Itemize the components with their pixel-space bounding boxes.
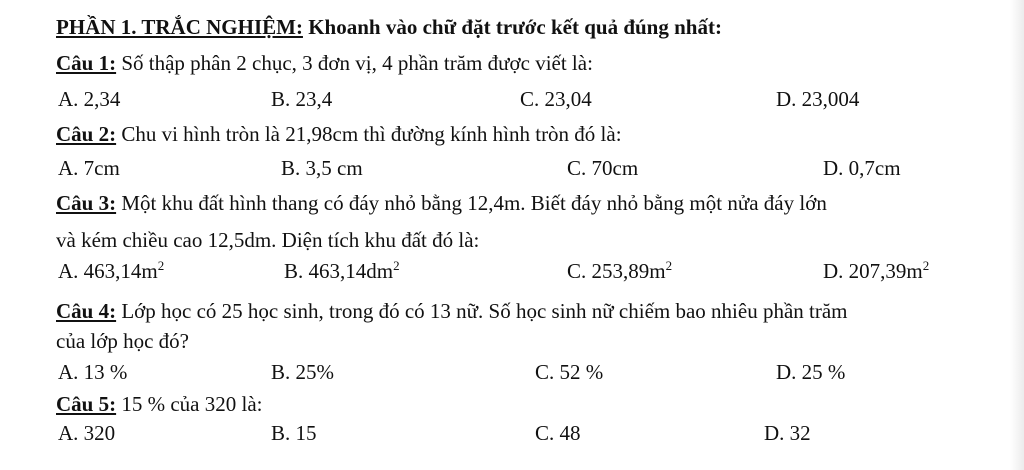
option-text: C. 253,89m (567, 259, 666, 283)
q5-option-c[interactable]: C. 48 (535, 421, 581, 445)
question-label: Câu 1: (56, 51, 117, 75)
question-text: Chu vi hình tròn là 21,98cm thì đường kính hình tròn đó là: (116, 122, 622, 146)
q1-option-b[interactable]: B. 23,4 (271, 87, 333, 111)
question-5 (56, 391, 262, 417)
option-text: B. 463,14dm (284, 259, 394, 283)
q5-option-a[interactable]: A. 320 (58, 421, 116, 445)
question-4 (56, 298, 848, 324)
question-text: Lớp học có 25 học sinh, trong đó có 13 nữ. Số học sinh nữ chiếm bao nhiêu phần trăm (116, 299, 848, 323)
question-label: Câu 3: (56, 191, 117, 215)
q4-option-d[interactable]: D. 25 % (776, 360, 846, 384)
question-2 (56, 121, 622, 147)
q4-option-c[interactable]: C. 52 % (535, 360, 604, 384)
page-edge-shadow (1010, 0, 1024, 470)
section-title: PHẦN 1. TRẮC NGHIỆM: (56, 15, 303, 39)
question-text: Một khu đất hình thang có đáy nhỏ bằng 12,4m. Biết đáy nhỏ bằng một nửa đáy lớn (116, 191, 827, 215)
superscript: 2 (393, 258, 400, 273)
q3-option-c[interactable] (567, 258, 672, 284)
option-text: A. 463,14m (58, 259, 158, 283)
section-heading (56, 14, 722, 40)
question-3 (56, 190, 827, 216)
q1-option-d[interactable]: D. 23,004 (776, 87, 860, 111)
option-text: D. 207,39m (823, 259, 923, 283)
q5-option-b[interactable]: B. 15 (271, 421, 317, 445)
q3-option-d[interactable] (823, 258, 929, 284)
q1-option-c[interactable]: C. 23,04 (520, 87, 592, 111)
question-4-continued: của lớp học đó? (56, 329, 189, 353)
q2-option-a[interactable]: A. 7cm (58, 156, 120, 180)
superscript: 2 (157, 258, 165, 273)
question-3-continued: và kém chiều cao 12,5dm. Diện tích khu đất đó là: (56, 228, 480, 252)
question-1 (56, 50, 593, 76)
q2-option-c[interactable]: C. 70cm (567, 156, 639, 180)
q1-option-a[interactable]: A. 2,34 (58, 87, 121, 111)
superscript: 2 (665, 258, 673, 273)
superscript: 2 (922, 258, 930, 273)
q3-option-a[interactable] (58, 258, 164, 284)
question-text: 15 % của 320 là: (116, 392, 263, 416)
q4-option-b[interactable]: B. 25% (271, 360, 334, 384)
question-label: Câu 5: (56, 392, 117, 416)
question-label: Câu 4: (56, 299, 117, 323)
question-text: Số thập phân 2 chục, 3 đơn vị, 4 phần trăm được viết là: (116, 51, 593, 75)
q5-option-d[interactable]: D. 32 (764, 421, 811, 445)
question-label: Câu 2: (56, 122, 117, 146)
q2-option-d[interactable]: D. 0,7cm (823, 156, 901, 180)
q2-option-b[interactable]: B. 3,5 cm (281, 156, 363, 180)
q3-option-b[interactable] (284, 258, 400, 284)
q4-option-a[interactable]: A. 13 % (58, 360, 128, 384)
section-instruction: Khoanh vào chữ đặt trước kết quả đúng nhất: (302, 15, 722, 39)
